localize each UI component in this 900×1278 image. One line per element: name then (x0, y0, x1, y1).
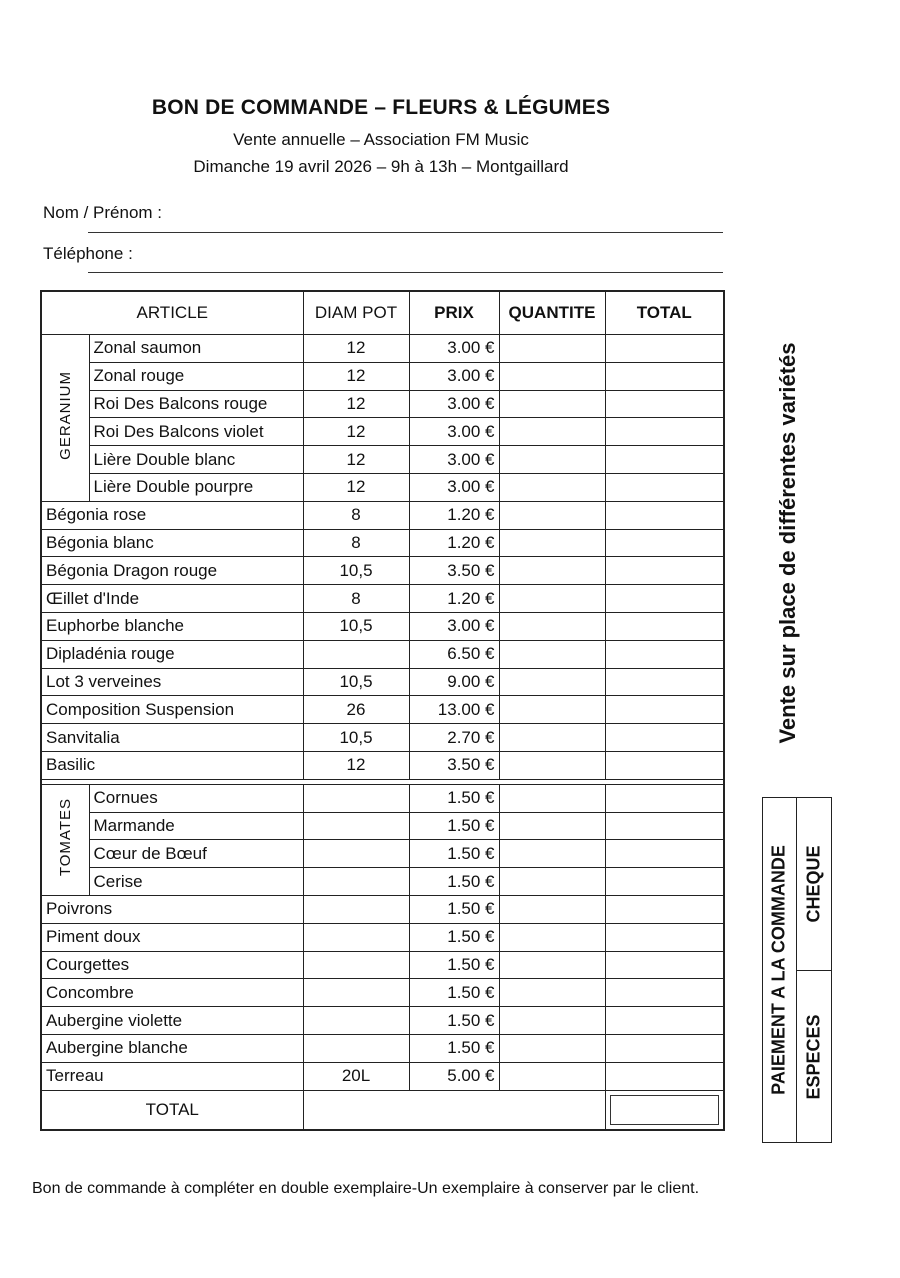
diam-pot-cell (303, 1034, 409, 1062)
article-name: Poivrons (41, 895, 303, 923)
price-cell: 3.00 € (409, 473, 499, 501)
line-total-cell[interactable] (605, 979, 724, 1007)
price-cell: 1.50 € (409, 784, 499, 812)
diam-pot-cell: 8 (303, 501, 409, 529)
price-cell: 3.50 € (409, 557, 499, 585)
diam-pot-cell: 12 (303, 418, 409, 446)
diam-pot-cell (303, 923, 409, 951)
diam-pot-cell (303, 979, 409, 1007)
quantity-cell[interactable] (499, 640, 605, 668)
line-total-cell[interactable] (605, 446, 724, 474)
line-total-cell[interactable] (605, 390, 724, 418)
payment-option-especes-label: ESPECES (803, 1014, 824, 1100)
line-total-cell[interactable] (605, 1034, 724, 1062)
quantity-cell[interactable] (499, 557, 605, 585)
header-prix: PRIX (409, 291, 499, 335)
diam-pot-cell: 10,5 (303, 612, 409, 640)
diam-pot-cell (303, 784, 409, 812)
order-table (40, 290, 725, 1131)
price-cell: 13.00 € (409, 696, 499, 724)
article-name: Cornues (89, 784, 303, 812)
table-row (41, 1062, 724, 1090)
footer-note: Bon de commande à compléter en double exemplaire-Un exemplaire à conserver par le client. (32, 1180, 700, 1197)
payment-option-cheque[interactable] (797, 798, 831, 971)
table-row (41, 979, 724, 1007)
quantity-cell[interactable] (499, 529, 605, 557)
table-header-row (41, 291, 724, 335)
price-cell: 1.50 € (409, 923, 499, 951)
line-total-cell[interactable] (605, 529, 724, 557)
quantity-cell[interactable] (499, 724, 605, 752)
diam-pot-cell (303, 868, 409, 896)
payment-option-especes[interactable] (797, 971, 831, 1143)
line-total-cell[interactable] (605, 668, 724, 696)
article-name: Bégonia blanc (41, 529, 303, 557)
table-row (41, 1007, 724, 1035)
article-name: Concombre (41, 979, 303, 1007)
article-name: Bégonia rose (41, 501, 303, 529)
article-name: Roi Des Balcons rouge (89, 390, 303, 418)
total-row (41, 1090, 724, 1130)
table-row (41, 335, 724, 363)
price-cell: 1.50 € (409, 1034, 499, 1062)
line-total-cell[interactable] (605, 335, 724, 363)
line-total-cell[interactable] (605, 812, 724, 840)
quantity-cell[interactable] (499, 585, 605, 613)
price-cell: 1.50 € (409, 979, 499, 1007)
table-row (41, 612, 724, 640)
line-total-cell[interactable] (605, 951, 724, 979)
diam-pot-cell: 12 (303, 390, 409, 418)
line-total-cell[interactable] (605, 612, 724, 640)
grand-total-cell[interactable] (605, 1090, 724, 1130)
quantity-cell[interactable] (499, 668, 605, 696)
subtitle-date-location: Dimanche 19 avril 2026 – 9h à 13h – Montgaillard (193, 157, 569, 176)
quantity-cell[interactable] (499, 812, 605, 840)
line-total-cell[interactable] (605, 868, 724, 896)
quantity-cell[interactable] (499, 923, 605, 951)
quantity-cell[interactable] (499, 335, 605, 363)
diam-pot-cell: 12 (303, 473, 409, 501)
price-cell: 3.00 € (409, 335, 499, 363)
header-total: TOTAL (605, 291, 724, 335)
quantity-cell[interactable] (499, 784, 605, 812)
diam-pot-cell: 12 (303, 446, 409, 474)
article-name: Œillet d'Inde (41, 585, 303, 613)
diam-pot-cell: 10,5 (303, 724, 409, 752)
diam-pot-cell: 26 (303, 696, 409, 724)
article-name: Lière Double pourpre (89, 473, 303, 501)
article-name: Dipladénia rouge (41, 640, 303, 668)
header-quantite: QUANTITE (499, 291, 605, 335)
price-cell: 3.00 € (409, 446, 499, 474)
group-label: TOMATES (56, 798, 74, 877)
article-name: Bégonia Dragon rouge (41, 557, 303, 585)
table-row (41, 868, 724, 896)
line-total-cell[interactable] (605, 640, 724, 668)
article-name: Cœur de Bœuf (89, 840, 303, 868)
price-cell: 1.50 € (409, 840, 499, 868)
price-cell: 3.00 € (409, 362, 499, 390)
table-row (41, 724, 724, 752)
table-row (41, 446, 724, 474)
line-total-cell[interactable] (605, 473, 724, 501)
side-note (768, 308, 808, 778)
article-name: Composition Suspension (41, 696, 303, 724)
article-name: Zonal rouge (89, 362, 303, 390)
table-row (41, 812, 724, 840)
side-note-text: Vente sur place de différentes variétés (775, 342, 800, 744)
line-total-cell[interactable] (605, 501, 724, 529)
article-name: Terreau (41, 1062, 303, 1090)
article-name: Basilic (41, 751, 303, 779)
diam-pot-cell: 8 (303, 585, 409, 613)
price-cell: 1.20 € (409, 585, 499, 613)
table-row (41, 784, 724, 812)
article-name: Zonal saumon (89, 335, 303, 363)
diam-pot-cell (303, 840, 409, 868)
line-total-cell[interactable] (605, 784, 724, 812)
payment-label-cell (763, 798, 797, 1142)
name-input-line[interactable] (88, 232, 723, 233)
quantity-cell[interactable] (499, 501, 605, 529)
price-cell: 1.50 € (409, 895, 499, 923)
payment-label: PAIEMENT A LA COMMANDE (768, 845, 789, 1095)
quantity-cell[interactable] (499, 1034, 605, 1062)
price-cell: 1.20 € (409, 529, 499, 557)
line-total-cell[interactable] (605, 557, 724, 585)
phone-input-line[interactable] (88, 272, 723, 273)
quantity-cell[interactable] (499, 473, 605, 501)
header-article: ARTICLE (41, 291, 303, 335)
price-cell: 1.50 € (409, 1007, 499, 1035)
diam-pot-cell: 8 (303, 529, 409, 557)
article-name: Sanvitalia (41, 724, 303, 752)
quantity-cell[interactable] (499, 1062, 605, 1090)
article-name: Aubergine blanche (41, 1034, 303, 1062)
phone-label: Téléphone : (43, 244, 133, 263)
price-cell: 9.00 € (409, 668, 499, 696)
line-total-cell[interactable] (605, 696, 724, 724)
article-name: Piment doux (41, 923, 303, 951)
article-name: Euphorbe blanche (41, 612, 303, 640)
diam-pot-cell: 20L (303, 1062, 409, 1090)
line-total-cell[interactable] (605, 923, 724, 951)
line-total-cell[interactable] (605, 585, 724, 613)
table-row (41, 529, 724, 557)
price-cell: 2.70 € (409, 724, 499, 752)
article-name: Marmande (89, 812, 303, 840)
diam-pot-cell: 10,5 (303, 557, 409, 585)
table-row (41, 668, 724, 696)
total-label: TOTAL (41, 1090, 303, 1130)
payment-box (762, 797, 832, 1143)
grand-total-box (610, 1095, 720, 1125)
table-row (41, 840, 724, 868)
article-name: Courgettes (41, 951, 303, 979)
quantity-cell[interactable] (499, 446, 605, 474)
header-diam-pot: DIAM POT (303, 291, 409, 335)
table-row (41, 501, 724, 529)
table-row (41, 1034, 724, 1062)
table-row (41, 696, 724, 724)
quantity-cell[interactable] (499, 951, 605, 979)
page-title: BON DE COMMANDE – FLEURS & LÉGUMES (151, 96, 611, 119)
price-cell: 3.00 € (409, 612, 499, 640)
table-row (41, 473, 724, 501)
table-row (41, 951, 724, 979)
table-row (41, 557, 724, 585)
group-label-cell (41, 335, 89, 502)
article-name: Aubergine violette (41, 1007, 303, 1035)
table-row (41, 640, 724, 668)
diam-pot-cell (303, 1007, 409, 1035)
diam-pot-cell (303, 812, 409, 840)
price-cell: 1.50 € (409, 812, 499, 840)
diam-pot-cell: 12 (303, 362, 409, 390)
line-total-cell[interactable] (605, 895, 724, 923)
payment-option-cheque-label: CHEQUE (803, 845, 824, 923)
article-name: Lot 3 verveines (41, 668, 303, 696)
diam-pot-cell (303, 895, 409, 923)
quantity-cell[interactable] (499, 868, 605, 896)
quantity-cell[interactable] (499, 840, 605, 868)
price-cell: 5.00 € (409, 1062, 499, 1090)
diam-pot-cell: 12 (303, 335, 409, 363)
line-total-cell[interactable] (605, 362, 724, 390)
line-total-cell[interactable] (605, 751, 724, 779)
group-label-cell (41, 784, 89, 895)
table-row (41, 362, 724, 390)
group-label: GERANIUM (56, 370, 74, 460)
price-cell: 3.50 € (409, 751, 499, 779)
price-cell: 3.00 € (409, 390, 499, 418)
table-row (41, 390, 724, 418)
diam-pot-cell: 10,5 (303, 668, 409, 696)
total-blank-cell (303, 1090, 605, 1130)
quantity-cell[interactable] (499, 390, 605, 418)
price-cell: 1.50 € (409, 868, 499, 896)
table-row (41, 923, 724, 951)
line-total-cell[interactable] (605, 840, 724, 868)
quantity-cell[interactable] (499, 612, 605, 640)
quantity-cell[interactable] (499, 979, 605, 1007)
diam-pot-cell (303, 640, 409, 668)
price-cell: 1.50 € (409, 951, 499, 979)
quantity-cell[interactable] (499, 418, 605, 446)
article-name: Roi Des Balcons violet (89, 418, 303, 446)
diam-pot-cell: 12 (303, 751, 409, 779)
table-row (41, 895, 724, 923)
line-total-cell[interactable] (605, 1062, 724, 1090)
quantity-cell[interactable] (499, 362, 605, 390)
line-total-cell[interactable] (605, 418, 724, 446)
subtitle-association: Vente annuelle – Association FM Music (233, 130, 529, 149)
article-name: Cerise (89, 868, 303, 896)
table-row (41, 585, 724, 613)
quantity-cell[interactable] (499, 696, 605, 724)
price-cell: 3.00 € (409, 418, 499, 446)
payment-options (797, 798, 831, 1142)
table-row (41, 751, 724, 779)
price-cell: 6.50 € (409, 640, 499, 668)
name-label: Nom / Prénom : (43, 203, 163, 222)
quantity-cell[interactable] (499, 895, 605, 923)
quantity-cell[interactable] (499, 751, 605, 779)
line-total-cell[interactable] (605, 724, 724, 752)
price-cell: 1.20 € (409, 501, 499, 529)
article-name: Lière Double blanc (89, 446, 303, 474)
line-total-cell[interactable] (605, 1007, 724, 1035)
diam-pot-cell (303, 951, 409, 979)
quantity-cell[interactable] (499, 1007, 605, 1035)
table-row (41, 418, 724, 446)
